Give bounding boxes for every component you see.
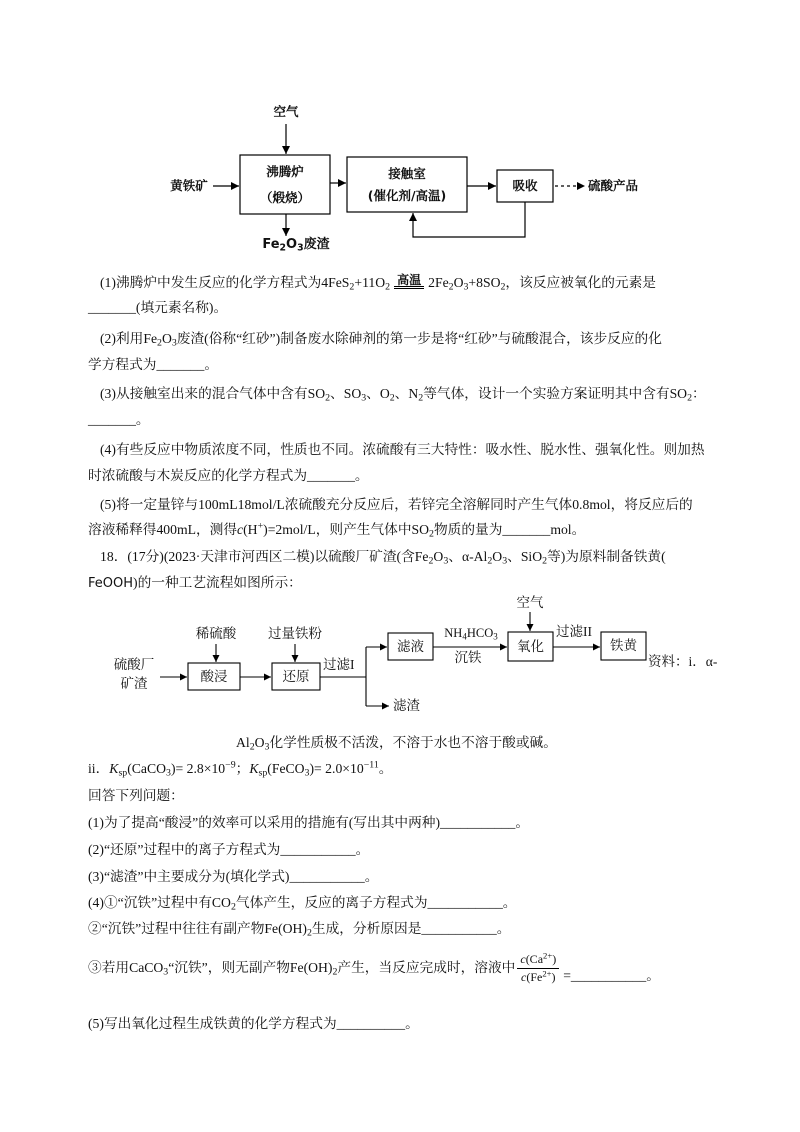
q18-sub4-3 xyxy=(88,948,660,988)
q18-sub1: (1)为了提高“酸浸”的效率可以采用的措施有(写出其中两种)___________。 xyxy=(88,815,530,830)
fc2-filter2-label: 过滤II xyxy=(556,624,592,639)
fc2-reduce-label: 还原 xyxy=(282,669,310,684)
fc2-iron-label: 过量铁粉 xyxy=(268,626,322,641)
fc2-air-label: 空气 xyxy=(516,595,544,610)
note-i-rest: $Al_2O_3$化学性质极不活泼，不溶于水也不溶于酸或碱。 xyxy=(236,735,557,753)
fc2-precip-label: 沉铁 xyxy=(454,650,482,665)
q17-part1-line1: (1)沸腾炉中发生反应的化学方程式为$4FeS_2+11O_2$ 高温 $2Fe_2O_3+8SO_2$，该反应被氧化的元素是 xyxy=(100,273,656,293)
q17-part4-line1: (4)有些反应中物质浓度不同，性质也不同。浓硫酸有三大特性：吸水性、脱水性、强氧化性。则加热 xyxy=(100,442,705,457)
answer-prompt: 回答下列问题： xyxy=(88,788,184,803)
q17-part3-line2: _______。 xyxy=(88,412,150,427)
q17-part5-line1: (5)将一定量锌与100mL18mol/L浓硫酸充分反应后，若锌完全溶解同时产生气体0.8mol，将反应后的 xyxy=(100,497,693,512)
fc2-filtrate-label: 滤液 xyxy=(397,639,424,654)
fc2-feed-label-line2: 矿渣 xyxy=(120,676,148,691)
fc2-filter1-label: 过滤I xyxy=(323,657,355,672)
q17-part1-line2: _______(填元素名称)。 xyxy=(88,300,228,315)
fc1-product-label: 硫酸产品 xyxy=(588,178,639,193)
fc2-feed-label-line1: 硫酸厂 xyxy=(113,657,155,672)
q18-sub4-3-blank: =___________。 xyxy=(563,968,660,983)
fc1-contact-note: (催化剂/高温) xyxy=(367,188,447,203)
fc2-product-label: 铁黄 xyxy=(610,638,637,653)
note-i-start: 资料：i．α- xyxy=(648,654,718,669)
q18-sub3: (3)“滤渣”中主要成分为(填化学式)___________。 xyxy=(88,869,379,884)
concentration-ratio-fraction xyxy=(517,951,559,986)
q18-sub4-1: (4)①“沉铁”过程中有$CO_2$气体产生，反应的离子方程式为___________。 xyxy=(88,895,517,913)
q18-intro-line2: FeOOH)的一种工艺流程如图所示： xyxy=(88,575,302,591)
fc2-leach-label: 酸浸 xyxy=(200,669,228,684)
fc1-absorb-label: 吸收 xyxy=(512,178,538,193)
q17-part3-line1: (3)从接触室出来的混合气体中含有$SO_2$、$SO_3$、$O_2$、$N_2$等气体，设计一个实验方案证明其中含有$SO_2$： xyxy=(100,386,706,404)
q17-part2-line1: (2)利用$Fe_2O_3$废渣(俗称“红砂”)制备废水除砷剂的第一步是将“红砂”与硫酸混合，该步反应的化 xyxy=(100,331,662,349)
fc1-contact-name: 接触室 xyxy=(388,166,426,181)
fc2-oxidize-label: 氧化 xyxy=(517,639,544,654)
q18-intro-line1: 18．(17分)(2023·天津市河西区二模)以硫酸厂矿渣(含$Fe_2O_3$、$\alpha-Al_2O_3$、SiO$_2$等)为原料制备铁黄( xyxy=(100,549,666,567)
q18-sub4-2: ②“沉铁”过程中往往有副产物$Fe(OH)_2$生成，分析原因是___________。 xyxy=(88,921,511,939)
fc1-furnace-note: （煅烧） xyxy=(259,190,310,205)
q17-part2-line2: 学方程式为_______。 xyxy=(88,357,219,372)
fraction-denominator: $c(Fe^{2+})$ xyxy=(521,967,556,984)
fc2-reagent-label: $NH_4HCO_3$ xyxy=(444,626,498,642)
q17-part4-line2: 时浓硫酸与木炭反应的化学方程式为_______。 xyxy=(88,468,369,483)
fc2-residue-label: 滤渣 xyxy=(393,698,420,713)
fc1-waste-label: $Fe_2O_3$废渣 xyxy=(262,237,330,254)
q18-sub4-3-text: ③若用CaCO$_3$“沉铁”，则无副产物$Fe(OH)_2$产生，当反应完成时，溶液中 xyxy=(88,960,516,978)
note-ii: ii．$K_{sp}(CaCO_3)= 2.8\times 10^{-9}$；$K_{sp}(FeCO_3)= 2.0\times 10^{-11}$。 xyxy=(88,759,393,779)
fraction-numerator: $c(Ca^{2+})$ xyxy=(517,951,559,969)
q17-part5-line2: 溶液稀释得400mL，测得c(H+)=2mol/L，则产生气体中$SO_2$物质的量为_______mol。 xyxy=(88,520,586,540)
fc1-furnace-name: 沸腾炉 xyxy=(266,164,304,179)
fc2-acid-label: 稀硫酸 xyxy=(195,626,237,641)
fc1-ore-label: 黄铁矿 xyxy=(170,178,208,193)
q18-sub5: (5)写出氧化过程生成铁黄的化学方程式为__________。 xyxy=(88,1016,419,1031)
fc1-air-label: 空气 xyxy=(273,104,299,119)
q18-sub2: (2)“还原”过程中的离子方程式为___________。 xyxy=(88,842,370,857)
